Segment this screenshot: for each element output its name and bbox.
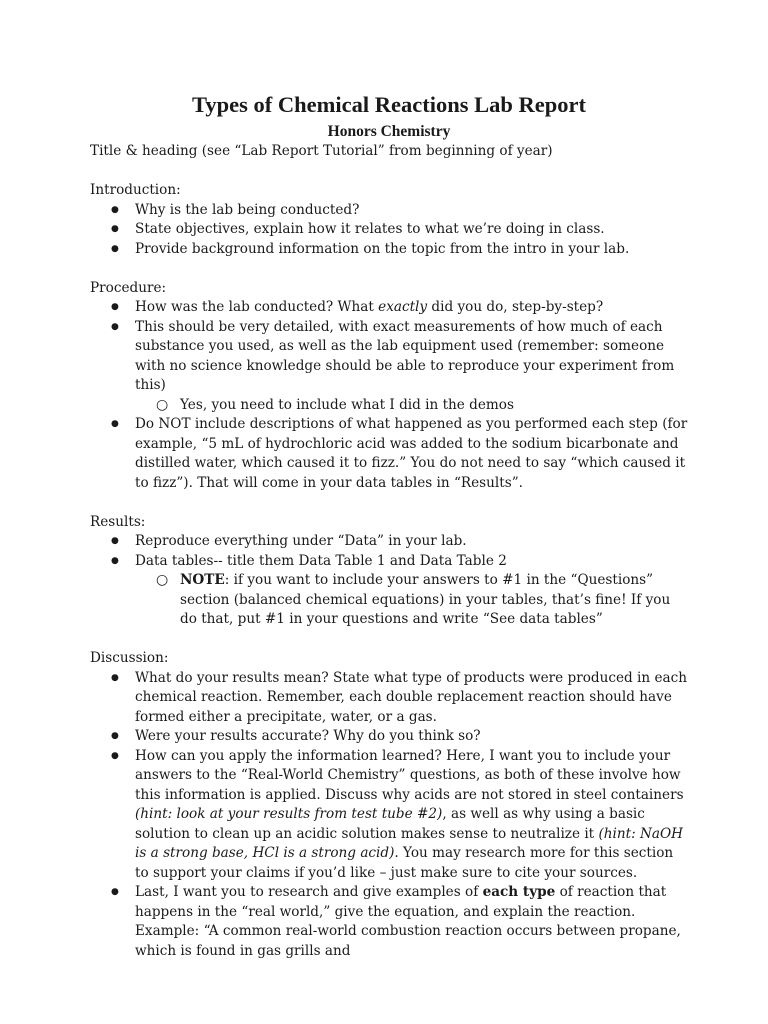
text-run: How can you apply the information learned? Here, I want you to include your answers to the “Real-World Chemistry” questions, as both of these involve how this information is applied. Discuss why acids are not stored in steel containers xyxy=(135,747,684,803)
text-run: : if you want to include your answers to #1 in the “Questions” section (balanced chemical equations) in your tables, that’s fine! If you do that, put #1 in your questions and write “See data tables” xyxy=(180,572,671,627)
procedure-list xyxy=(90,298,688,493)
document-subtitle: Honors Chemistry xyxy=(327,123,451,140)
sub-list xyxy=(135,396,688,416)
text-run: How was the lab conducted? What xyxy=(135,299,379,315)
sub-list-item: ○ Yes, you need to include what I did in the demos xyxy=(180,396,688,416)
list-item: ● What do your results mean? State what type of products were produced in each chemical reaction. Remember, each double replacement reaction should have formed either a precipitate, water, or a gas. xyxy=(135,669,688,728)
emphasis-text: exactly xyxy=(378,299,428,315)
hint-text: (hint: NaOH is a strong base, HCl is a strong acid) xyxy=(135,825,683,861)
introduction-section xyxy=(90,181,688,259)
results-label: Results: xyxy=(90,513,146,530)
list-item: ● State objectives, explain how it relates to what we’re doing in class. xyxy=(135,220,688,240)
results-section xyxy=(90,513,688,630)
list-item: ● Provide background information on the topic from the intro in your lab. xyxy=(135,240,688,260)
sub-list xyxy=(135,571,688,630)
discussion-label: Discussion: xyxy=(90,650,169,666)
procedure-label: Procedure: xyxy=(90,279,167,296)
list-item: ● Were your results accurate? Why do you think so? xyxy=(135,727,688,747)
introduction-list xyxy=(90,201,688,260)
discussion-list xyxy=(90,669,688,962)
procedure-section xyxy=(90,279,688,494)
sub-list-item xyxy=(180,571,688,630)
text-run: Data tables-- title them Data Table 1 and Data Table 2 xyxy=(135,552,507,569)
hint-text: (hint: look at your results from test tube #2) xyxy=(135,806,443,822)
bold-text: each type xyxy=(482,884,556,900)
introduction-label: Introduction: xyxy=(90,182,181,198)
note-label: NOTE xyxy=(180,572,225,588)
document-title: Types of Chemical Reactions Lab Report xyxy=(192,92,586,117)
list-item xyxy=(135,552,688,630)
list-item xyxy=(135,298,688,318)
list-item: ● Why is the lab being conducted? xyxy=(135,201,688,221)
list-item: ● Reproduce everything under “Data” in your lab. xyxy=(135,532,688,552)
list-item xyxy=(135,747,688,884)
text-run: , as well as why using a basic solution to clean up an acidic solution makes sense to neutralize it xyxy=(135,806,645,842)
text-run: did you do, step-by-step? xyxy=(427,299,604,315)
text-run: . You may research more for this section to support your claims if you’d like – just make sure to cite your sources. xyxy=(135,845,674,881)
list-item xyxy=(135,318,688,416)
list-item xyxy=(135,883,688,961)
results-list xyxy=(90,532,688,630)
text-run: Last, I want you to research and give examples of xyxy=(135,884,483,900)
text-run: of reaction that happens in the “real world,” give the equation, and explain the reaction. Example: “A common real-world combustion reaction occurs between propane, which is found in gas grills and xyxy=(135,884,681,959)
text-run: This should be very detailed, with exact measurements of how much of each substance you used, as well as the lab equipment used (remember: someone with no science knowledge should be able to reproduce your experiment from this) xyxy=(135,318,675,393)
heading-note: Title & heading (see “Lab Report Tutorial” from beginning of year) xyxy=(90,143,553,159)
discussion-section xyxy=(90,649,688,961)
list-item: ● Do NOT include descriptions of what happened as you performed each step (for example, “5 mL of hydrochloric acid was added to the sodium bicarbonate and distilled water, which caused it to fizz.” You do not need to say “which caused it to fizz”). That will come in your data tables in “Results”. xyxy=(135,415,688,493)
